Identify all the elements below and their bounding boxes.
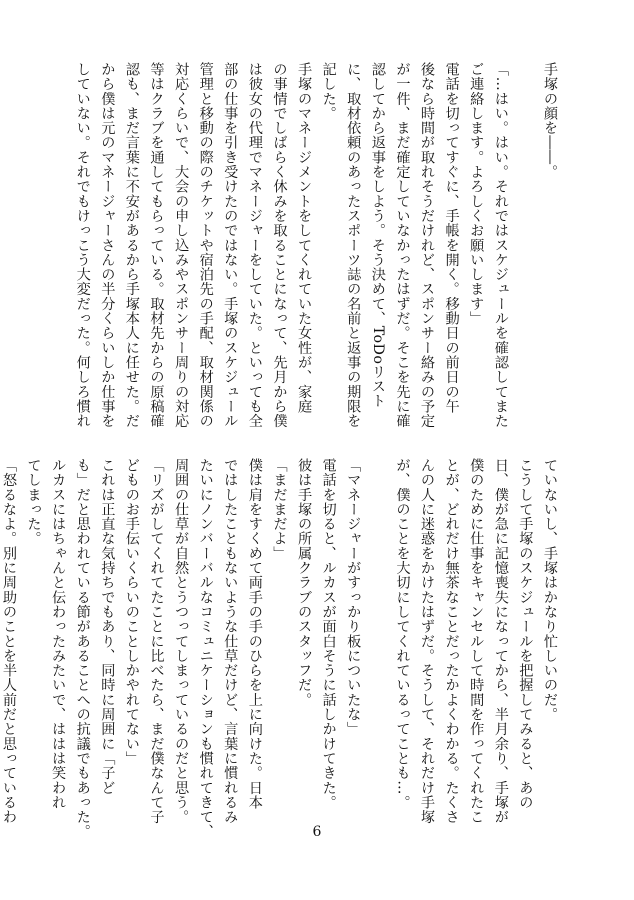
text-line: 対応くらいで、大会の申し込みやスポンサー周りの対応 xyxy=(173,62,190,429)
text-line: から僕は元のマネージャーさんの半分くらいしか仕事を xyxy=(99,62,116,429)
text-line: 電話を切ってすぐに、手帳を開く。移動日の前日の午 xyxy=(443,62,460,414)
text-line: 認も、まだ言葉に不安があるから手塚本人に任せた。だ xyxy=(123,62,140,429)
text-line: 認してから返事をしよう。そう決めて、ToDoリスト xyxy=(369,62,386,409)
text-line: 手塚のマネージメントをしてくれていた女性が、家庭 xyxy=(296,62,313,414)
text-line: 後なら時間が取れそうだけれど、スポンサー絡みの予定 xyxy=(419,62,436,429)
text-line: たいにノンバーバルなコミュニケーションも慣れてきて、 xyxy=(197,458,214,839)
text-line: 「リズがしてくれてたことに比べたら、まだ僕なんて子 xyxy=(148,458,165,825)
text-line: 手塚の顔を――。 xyxy=(542,62,558,180)
text-line: とが、どれだけ無茶なことだったかよくわかる。たくさ xyxy=(443,458,460,825)
text-line: 「まだまだよ」 xyxy=(271,458,288,561)
text-line: 彼は手塚の所属クラブのスタッフだ。 xyxy=(296,458,313,708)
text-line: んの人に迷惑をかけたはずだ。そうして、それだけ手塚 xyxy=(419,458,436,825)
text-line: どものお手伝いくらいのことしかやれてない」 xyxy=(123,458,140,766)
text-line: に、取材依頼のあったスポーツ誌の名前と返事の期限を xyxy=(345,62,362,429)
text-line: 管理と移動の際のチケットや宿泊先の手配、取材関係の xyxy=(197,62,214,429)
text-line: 僕は肩をすくめて両手の手のひらを上に向けた。日本 xyxy=(246,458,263,810)
page-number: 6 xyxy=(312,824,322,840)
text-line: 僕のために仕事をキャンセルして時間を作ってくれたこ xyxy=(468,458,485,825)
text-line: 部の仕事を引き受けたのではない。手塚のスケジュール xyxy=(222,62,239,429)
text-line: 「…はい。はい。それではスケジュールを確認してまた xyxy=(492,62,509,429)
text-line: こうして手塚のスケジュールを把握してみると、あの xyxy=(517,458,534,810)
text-line: 等はクラブを通してもらっている。取材先からの原稿確 xyxy=(148,62,165,429)
text-line: 日、僕が急に記憶喪失になってから、半月余り、手塚が xyxy=(492,458,509,825)
text-line: 記した。 xyxy=(320,62,337,121)
text-line xyxy=(513,62,538,420)
text-line: てしまった。 xyxy=(25,458,42,546)
text-line: ていないし、手塚はかなり忙しいのだ。 xyxy=(542,458,558,722)
text-line: していない。それでもけっこう大変だった。何しろ慣れ xyxy=(74,62,91,429)
text-line: ご連絡します。よろしくお願いします」 xyxy=(468,62,485,326)
text-line: これは正直な気持ちでもあり、同時に周囲に「子ど xyxy=(99,458,116,795)
text-line: が、僕のことを大切にしてくれているってことも…。 xyxy=(394,458,411,810)
text-line: も」だと思われている節があることへの抗議でもあった。 xyxy=(74,458,91,839)
text-line: は彼女の代理でマネージャーをしていた。といっても全 xyxy=(246,62,263,429)
text-line: 「マネージャーがすっかり板についたな」 xyxy=(345,458,362,737)
text-line: の事情でしばらく休みを取ることになって、先月から僕 xyxy=(271,62,288,429)
text-line: 周囲の仕草が自然とうつってしまっているのだと思う。 xyxy=(173,458,190,825)
text-line: 「怒るなよ。別に周助のことを半人前だと思っているわ xyxy=(0,458,17,825)
text-block-bottom xyxy=(0,458,562,839)
text-block-top xyxy=(68,62,562,429)
text-line: が一件、まだ確定していなかったはずだ。そこを先に確 xyxy=(394,62,411,429)
text-line: ルカスにはちゃんと伝わったみたいで、ははは笑われ xyxy=(50,458,67,810)
text-line xyxy=(365,458,390,810)
text-line: 電話を切ると、ルカスが面白そうに話しかけてきた。 xyxy=(320,458,337,810)
text-line: ではしたこともないような仕草だけど、言葉に慣れるみ xyxy=(222,458,239,825)
